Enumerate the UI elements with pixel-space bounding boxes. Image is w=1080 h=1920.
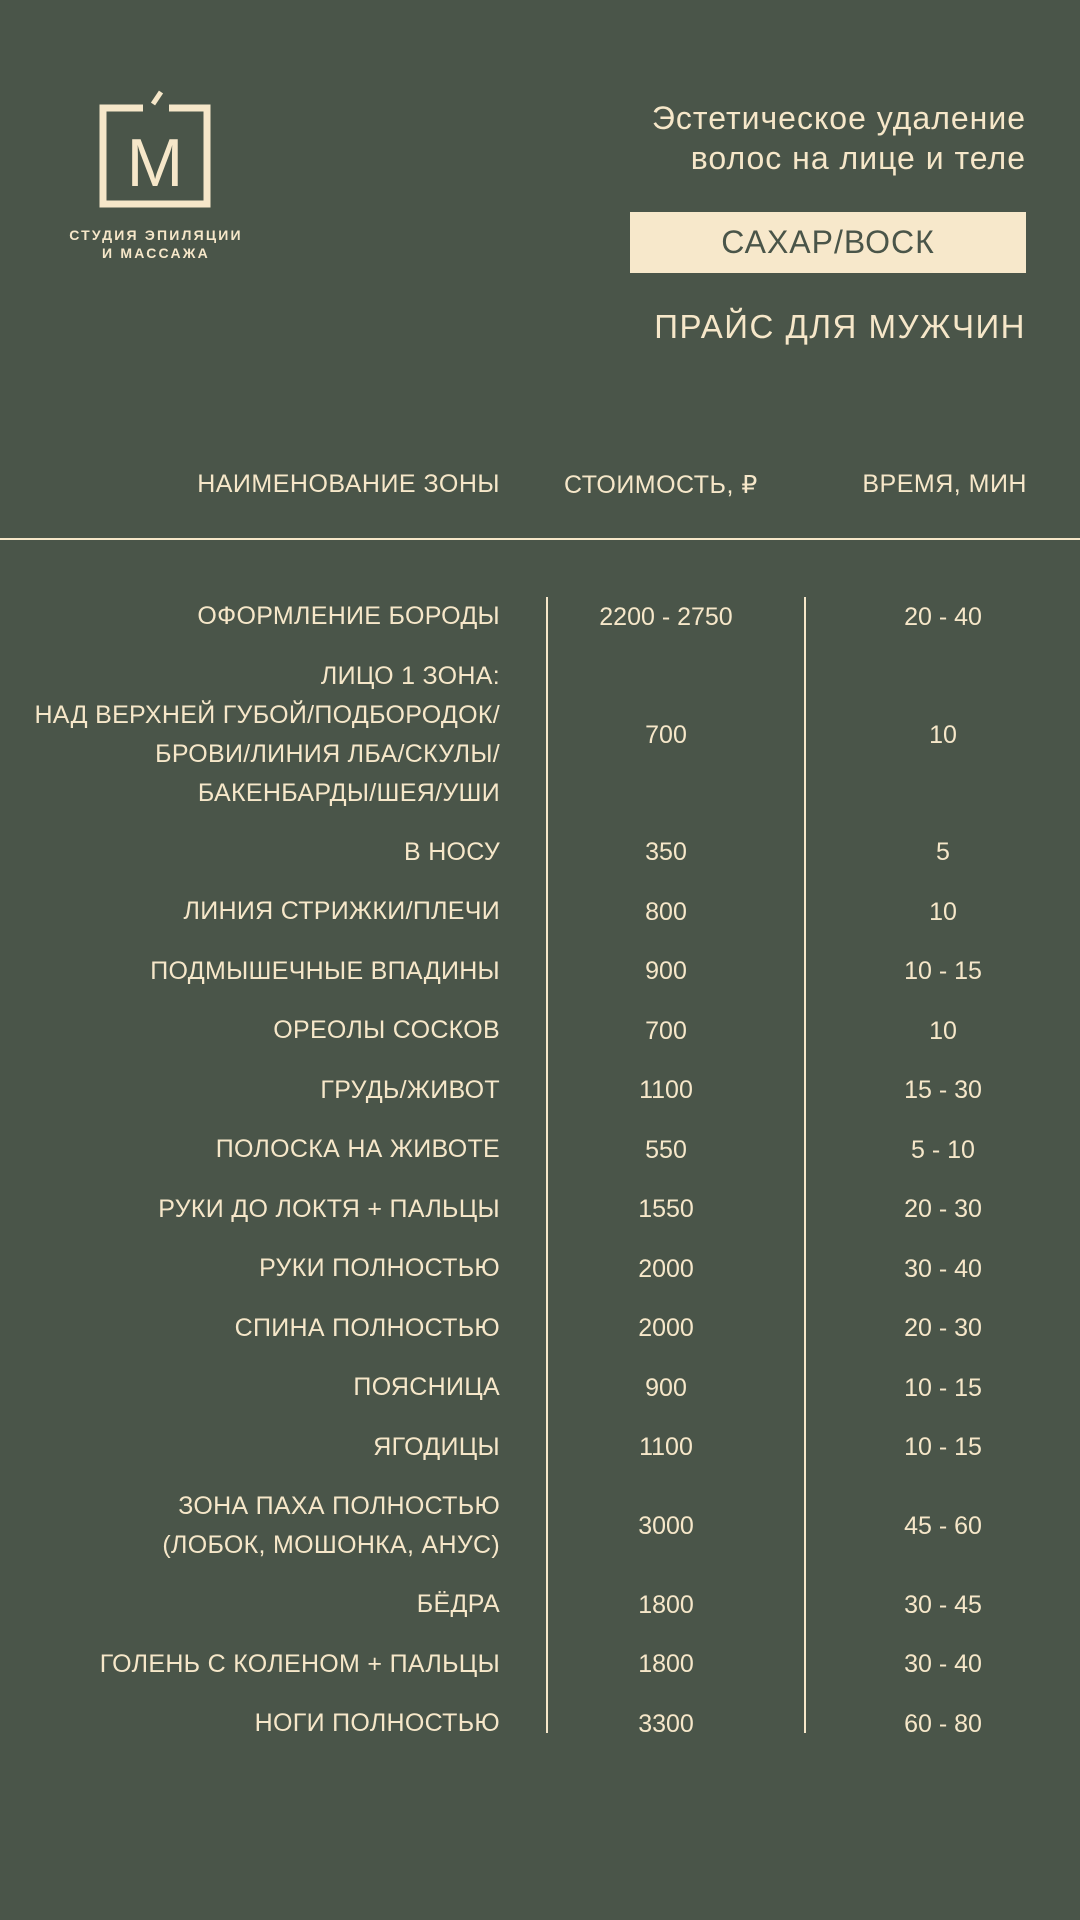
zone-name	[184, 892, 500, 931]
zone-price: 3000	[638, 1512, 694, 1540]
table-row	[0, 1309, 1080, 1348]
logo-caption	[48, 226, 264, 262]
zone-time: 10	[929, 720, 957, 749]
zone-time: 10	[929, 1016, 957, 1045]
zone-name	[158, 1190, 500, 1229]
zone-name-line: ГРУДЬ/ЖИВОТ	[320, 1075, 500, 1104]
zone-time: 30 - 45	[904, 1590, 982, 1619]
zone-name-line: БАКЕНБАРДЫ/ШЕЯ/УШИ	[197, 778, 500, 807]
zone-time: 20 - 30	[904, 1314, 982, 1342]
zone-time: 10	[929, 897, 957, 926]
logo-caption-line2: И МАССАЖА	[102, 245, 210, 261]
zone-name	[162, 1487, 500, 1565]
zone-time: 20 - 30	[904, 1195, 982, 1223]
header-divider	[0, 538, 1080, 540]
zone-time: 10 - 15	[904, 1433, 982, 1461]
column-header-price: СТОИМОСТЬ, ₽	[564, 471, 758, 499]
zone-time: 10 - 15	[904, 1373, 982, 1402]
table-row	[0, 1645, 1080, 1684]
zone-time: 5	[936, 838, 950, 866]
header	[606, 98, 1026, 347]
column-header-zone: НАИМЕНОВАНИЕ ЗОНЫ	[197, 470, 500, 498]
table-row	[0, 952, 1080, 991]
subtitle	[606, 98, 1026, 178]
logo-letter: M	[126, 125, 184, 201]
zone-name-line: НОГИ ПОЛНОСТЬЮ	[254, 1709, 500, 1737]
zone-time: 20 - 40	[904, 602, 982, 631]
zone-price: 550	[645, 1135, 687, 1164]
zone-name	[373, 1428, 500, 1467]
table-row	[0, 1130, 1080, 1169]
table-row	[0, 1487, 1080, 1565]
logo-caption-line1: СТУДИЯ ЭПИЛЯЦИИ	[69, 227, 243, 243]
logo-emblem-icon	[99, 90, 213, 208]
zone-name-line: ЗОНА ПАХА ПОЛНОСТЬЮ	[178, 1492, 500, 1520]
zone-name-line: ПОЛОСКА НА ЖИВОТЕ	[215, 1135, 500, 1163]
subtitle-line1: Эстетическое удаление	[651, 100, 1026, 136]
table-header	[0, 470, 1080, 510]
zone-name	[100, 1645, 500, 1684]
zone-price: 1550	[638, 1195, 694, 1223]
table-row	[0, 1428, 1080, 1467]
zone-price: 700	[645, 720, 687, 749]
table-row	[0, 892, 1080, 931]
zone-time: 5 - 10	[911, 1135, 975, 1164]
zone-price: 800	[645, 897, 687, 926]
zone-time: 30 - 40	[904, 1650, 982, 1678]
zone-name-line: НАД ВЕРХНЕЙ ГУБОЙ/ПОДБОРОДОК/	[34, 700, 500, 729]
zone-price: 1100	[639, 1433, 693, 1461]
zone-name-line: БЁДРА	[416, 1590, 500, 1618]
table-row	[0, 1071, 1080, 1110]
table-row	[0, 1249, 1080, 1288]
table-row	[0, 1190, 1080, 1229]
zone-name	[353, 1368, 500, 1407]
zone-name-line: СПИНА ПОЛНОСТЬЮ	[234, 1313, 500, 1342]
zone-price: 3300	[638, 1709, 694, 1738]
zone-name	[255, 1704, 500, 1743]
zone-price: 1100	[639, 1076, 693, 1104]
table-row	[0, 657, 1080, 813]
table-row	[0, 1704, 1080, 1743]
zone-time: 45 - 60	[904, 1512, 982, 1540]
zone-time: 30 - 40	[904, 1254, 982, 1283]
zone-price: 2000	[638, 1254, 694, 1283]
zone-name-line: ЯГОДИЦЫ	[373, 1432, 500, 1461]
zone-name-line: В НОСУ	[403, 837, 500, 866]
zone-name-line: (ЛОБОК, МОШОНКА, АНУС)	[162, 1531, 500, 1559]
zone-time: 10 - 15	[904, 957, 982, 985]
table-row	[0, 1011, 1080, 1050]
zone-name	[404, 833, 500, 872]
zone-price: 2000	[638, 1314, 694, 1342]
zone-name-line: ЛИНИЯ СТРИЖКИ/ПЛЕЧИ	[183, 897, 500, 925]
page-title: ПРАЙС ДЛЯ МУЖЧИН	[654, 308, 1026, 345]
table-row	[0, 1585, 1080, 1624]
table-row	[0, 597, 1080, 636]
table-row	[0, 1368, 1080, 1407]
zone-name-line: ОРЕОЛЫ СОСКОВ	[273, 1016, 500, 1044]
zone-name	[235, 1309, 500, 1348]
method-badge: САХАР/ВОСК	[630, 212, 1026, 273]
zone-name	[150, 952, 500, 991]
zone-price: 2200 - 2750	[599, 602, 733, 631]
zone-name-line: ПОДМЫШЕЧНЫЕ ВПАДИНЫ	[150, 956, 500, 985]
zone-time: 60 - 80	[904, 1709, 982, 1738]
zone-time: 15 - 30	[904, 1076, 982, 1104]
zone-name	[197, 597, 500, 636]
zone-price: 1800	[638, 1650, 694, 1678]
subtitle-line2: волос на лице и теле	[690, 140, 1026, 176]
zone-name-line: ОФОРМЛЕНИЕ БОРОДЫ	[197, 602, 500, 630]
zone-name-line: ГОЛЕНЬ С КОЛЕНОМ + ПАЛЬЦЫ	[99, 1649, 500, 1678]
zone-name	[259, 1249, 500, 1288]
zone-name-line: БРОВИ/ЛИНИЯ ЛБА/СКУЛЫ/	[155, 739, 500, 768]
zone-name-line: РУКИ ДО ЛОКТЯ + ПАЛЬЦЫ	[158, 1194, 500, 1223]
zone-name	[273, 1011, 500, 1050]
zone-name	[417, 1585, 500, 1624]
zone-name	[216, 1130, 500, 1169]
table-row	[0, 833, 1080, 872]
column-header-time: ВРЕМЯ, МИН	[862, 470, 1027, 498]
zone-price: 350	[645, 838, 687, 866]
zone-price: 700	[645, 1016, 687, 1045]
zone-price: 1800	[638, 1590, 694, 1619]
zone-price: 900	[645, 957, 687, 985]
zone-name	[320, 1071, 500, 1110]
zone-name	[34, 657, 500, 813]
zone-name-line: РУКИ ПОЛНОСТЬЮ	[259, 1254, 500, 1282]
studio-logo	[48, 90, 264, 262]
zone-name-line: ПОЯСНИЦА	[353, 1373, 500, 1401]
zone-price: 900	[645, 1373, 687, 1402]
zone-name-line: ЛИЦО 1 ЗОНА:	[320, 661, 500, 690]
